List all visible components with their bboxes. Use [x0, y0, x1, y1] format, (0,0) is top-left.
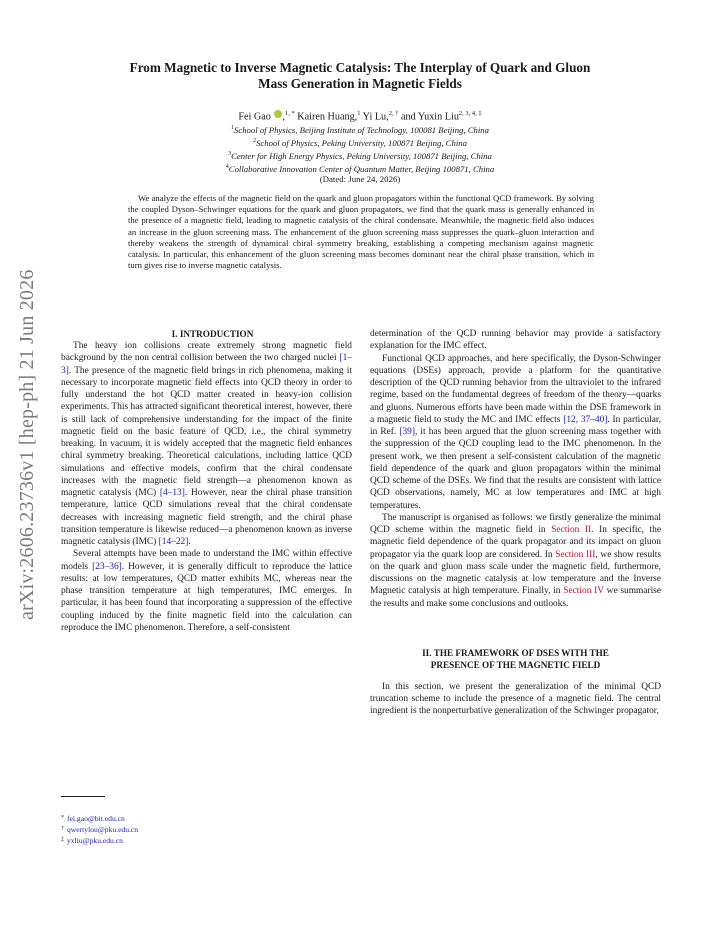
arxiv-identifier[interactable]: arXiv:2606.23736v1 [hep-ph] 21 Jun 2026	[16, 269, 38, 620]
author-mark: 1, *	[284, 110, 295, 117]
section-link[interactable]: Section II	[551, 525, 592, 535]
intro-paragraph-3: Functional QCD approaches, and here specifically, the Dyson-Schwinger equations (DSEs) approach, provide a platform for the quantitative description of the QCD running behavior from the ultraviolet to the infrared regime, based on the fundamental degrees of freedom of the theory—quarks and gluons. Numerous efforts have been made within the DSE framework in a magnetic field to study the MC and IMC effects [12, 37–40]. In particular, in Ref. [39], it has been argued that the gluon screening mass together with the suppression of the QCD coupling lead to the IMC phenomenon. In the present work, we then present a self-consistent calculation of the magnetic field dependence of the quark and gluon propagators within the minimal QCD scheme of the DSEs. We find that the results are consistent with lattice QCD observations, namely, MC at low temperatures and IMC at high temperatures.	[370, 353, 661, 511]
title-line-2: Mass Generation in Magnetic Fields	[258, 76, 462, 91]
section-1-heading: I. INTRODUCTION	[171, 329, 254, 339]
intro-paragraph-1: The heavy ion collisions create extremely strong magnetic field background by the non central collision between the two charged nuclei [1–3]. The presence of the magnetic field brings in rich phenomena, making it necessary to incorporate magnetic field effects into QCD theory in order to fully understand the hot QCD matter created in heavy-ion collision experiments. This has attracted significant theoretical interest, however, there is still lack of comprehensive understanding for the impact of the finite magnetic field on the basic feature of QCD, i.e., the chiral symmetry breaking. In vacuum, it is widely accepted that the magnetic field enhances chiral symmetry breaking. Theoretical calculations, including lattice QCD simulations and effective models, confirm that the chiral condensate increases with the magnetic field strength—a phenomenon known as magnetic catalysis (MC) [4–13]. However, near the chiral phase transition temperature, lattice QCD simulations reveal that the chiral condensate decreases with increasing magnetic field strength, and the chiral phase transition temperature is likewise reduced—a phenomenon known as inverse magnetic catalysis (IMC) [14–22].	[61, 341, 353, 547]
section-link[interactable]: Section IV	[563, 586, 604, 597]
left-column	[61, 328, 352, 634]
email-link[interactable]: qwertylou@pku.edu.cn	[67, 825, 139, 834]
citation-link[interactable]: [39]	[399, 427, 415, 437]
right-column	[370, 328, 661, 718]
author-mark: 2, †	[388, 110, 399, 117]
footnote-2: † qwertylou@pku.edu.cn	[61, 825, 139, 834]
abstract: We analyze the effects of the magnetic field on the quark and gluon propagators within the functional QCD framework. By solving the coupled Dyson–Schwinger equations for the quark and gluon propagators, we find that the quark mass is generally enhanced in the presence of a magnetic field, leading to magnetic catalysis of the chiral condensate. Meanwhile, the magnetic field also induces an increase in the gluon screening mass. The enhancement of the gluon screening mass suppresses the quark–gluon interaction and thereby weakens the strength of dynamical chiral symmetry breaking, establishing a competing mechanism against magnetic catalysis. In particular, this enhancement of the gluon screening mass becomes dominant near the chiral phase transition, which in turn gives rise to inverse magnetic catalysis.	[128, 193, 594, 271]
affiliation-3: $^3$Center for High Energy Physics, Peking University, 100871 Beijing, China	[228, 151, 492, 162]
paper-title	[60, 60, 660, 92]
author-mark: 1	[357, 110, 361, 117]
author-mark: 2, 3, 4, ‡	[458, 110, 482, 117]
citation-link[interactable]: [4–13]	[159, 488, 185, 498]
email-link[interactable]: fei.gao@bit.edu.cn	[67, 814, 125, 823]
affiliation-4: $^4$Collaborative Innovation Center of Quantum Matter, Beijing 100871, China	[225, 164, 495, 175]
intro-paragraph-2: Several attempts have been made to understand the IMC within effective models [23–36]. However, it is generally difficult to reproduce the lattice results: at low temperatures, QCD matter exhibits MC, whereas near the phase transition temperature at high temperatures, IMC emerges. In particular, it has been found that incorporating a suppression of the effective coupling induced by the finite magnetic field into the calculation can reproduce the IMC phenomenon. Therefore, a self-consistent	[61, 549, 352, 633]
affiliation-2: $^2$School of Physics, Peking University, 100871 Beijing, China	[253, 137, 467, 148]
section-2-paragraph-1: In this section, we present the generalization of the minimal QCD truncation scheme to include the presence of a magnetic field. The central ingredient is the nonperturbative generalization of the Schwinger propagator,	[370, 681, 661, 717]
dated-line: (Dated: June 24, 2026)	[319, 174, 401, 184]
citation-link[interactable]: [14–22]	[158, 537, 189, 547]
author-name: and Yuxin Liu	[401, 111, 459, 123]
email-link[interactable]: yxliu@pku.edu.cn	[67, 836, 123, 845]
section-2-heading: II. THE FRAMEWORK OF DSES WITH THE PRESENCE OF THE MAGNETIC FIELD	[422, 647, 609, 670]
citation-link[interactable]: [23–36]	[92, 561, 122, 572]
footnote-1: * fei.gao@bit.edu.cn	[61, 814, 125, 823]
footnotes	[61, 813, 351, 846]
citation-link[interactable]: [1–3]	[61, 353, 352, 376]
author-name: Fei Gao	[238, 111, 271, 123]
author-list: Fei Gao ,$^{1, *}$ Kairen Huang,$^1$ Yi Lu,$^{2, \dagger}$ and Yuxin Liu$^{2, 3, 4, \ddagger}$	[238, 110, 482, 123]
section-link[interactable]: Section III	[555, 549, 596, 560]
footnote-rule	[61, 796, 105, 797]
intro-paragraph-4: The manuscript is organised as follows: we firstly generalize the minimal QCD scheme within the magnetic field in Section II. In specific, the magnetic field dependence of the quark propagator and its impact on gluon propagator via the quark loop are considered. In Section III, we show results on the quark and gluon mass scale under the magnetic field, furthermore, discussions on the magnetic catalysis at low temperature and the Inverse Magnetic catalysis at high temperature. Finally, in Section IV we summarise the results and make some conclusions and outlooks.	[370, 512, 661, 609]
affiliation-list	[60, 123, 660, 175]
intro-paragraph-continued: determination of the QCD running behavior may provide a satisfactory explanation for the IMC effect.	[370, 329, 661, 352]
citation-link[interactable]: [12, 37–40]	[563, 414, 608, 425]
footnote-3: ‡ yxliu@pku.edu.cn	[61, 836, 123, 845]
author-name: Yi Lu,	[362, 111, 389, 123]
author-name: Kairen Huang,	[297, 111, 358, 123]
title-line-1: From Magnetic to Inverse Magnetic Catalysis: The Interplay of Quark and Gluon	[129, 60, 591, 75]
affiliation-1: $^1$School of Physics, Beijing Institute of Technology, 100081 Beijing, China	[231, 124, 489, 135]
